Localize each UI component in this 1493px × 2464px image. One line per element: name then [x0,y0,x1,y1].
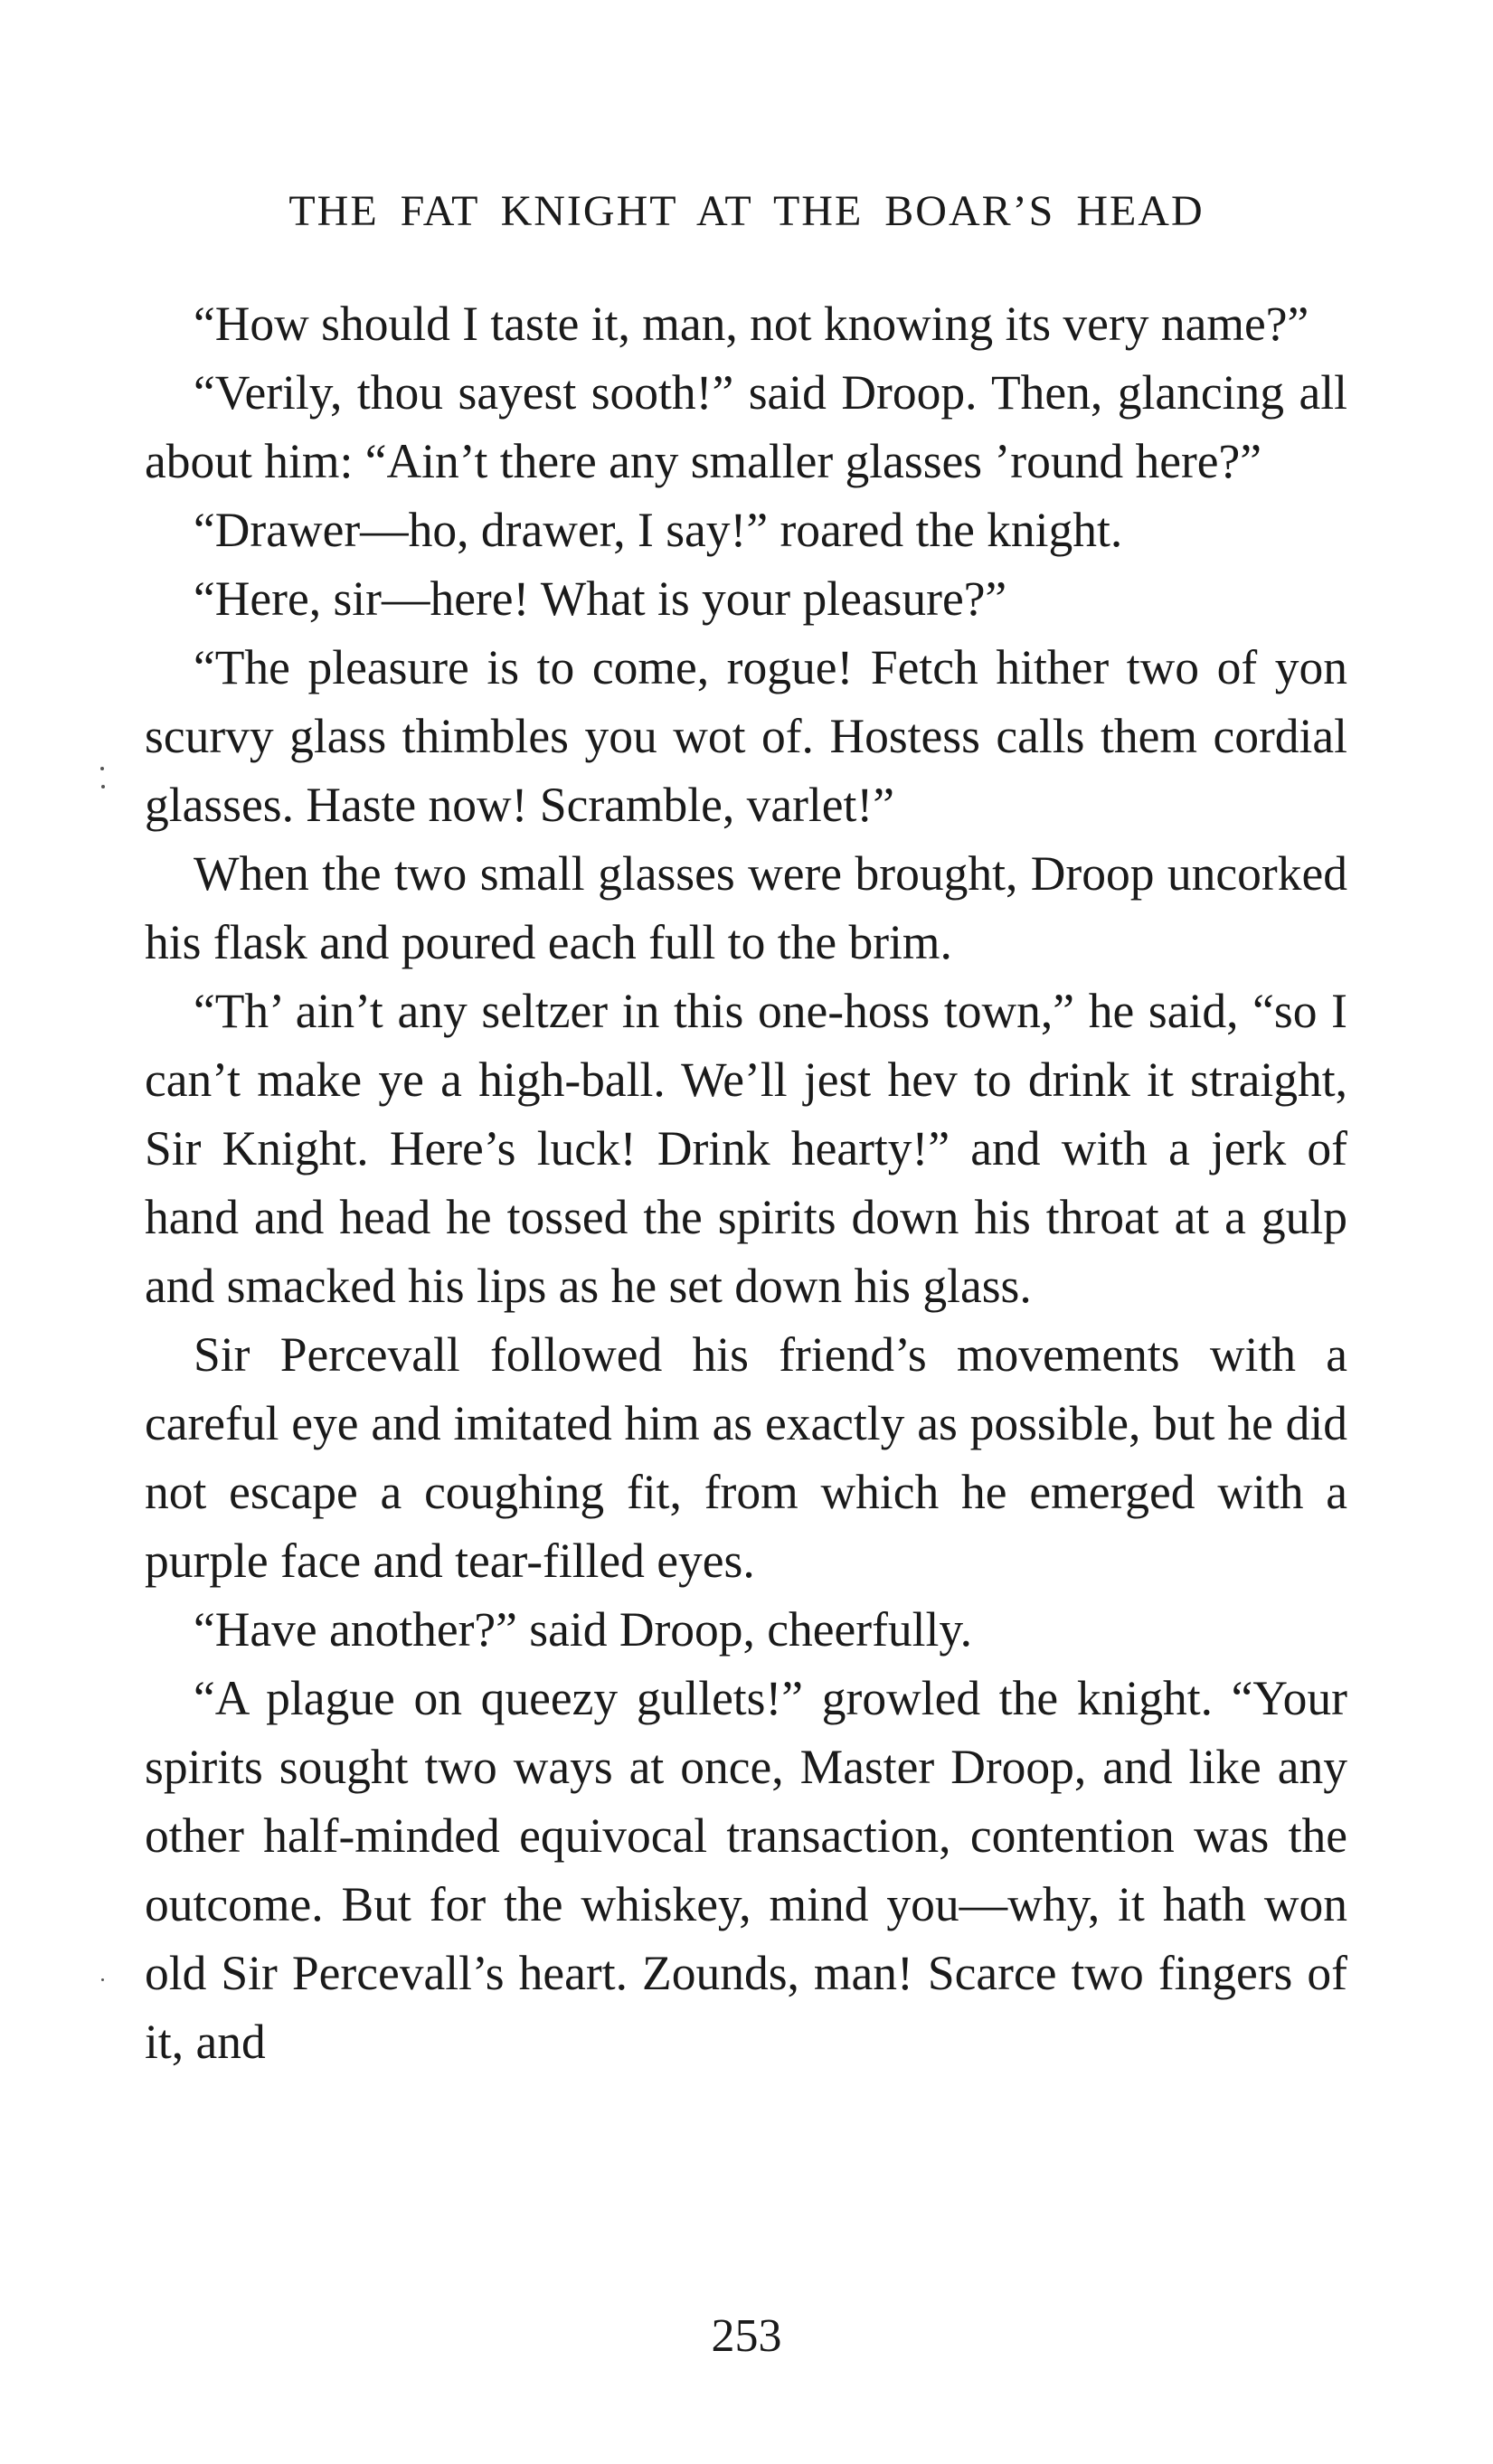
paragraph: “How should I taste it, man, not knowing its very name?” [194,297,1309,351]
paragraph: “Have another?” said Droop, cheerfully. [194,1602,973,1657]
paragraph: When the two small glasses were brought, Droop uncorked his flask and poured each full to the brim. [145,846,1347,969]
paragraph: “Verily, thou sayest sooth!” said Droop. Then, glancing all about him: “Ain’t there any smaller glasses ’round here?” [145,365,1347,488]
margin-speck [101,1978,104,1981]
margin-speck [101,785,105,788]
paragraph: “Here, sir—here! What is your pleasure?” [194,571,1007,626]
paragraph: “A plague on queezy gullets!” growled the knight. “Your spirits sought two ways at once, Master Droop, and like any other half-minded equivocal transaction, contention was the outcome. But for the whiskey, mind you—why, it hath won old Sir Percevall’s heart. Zounds, man! Scarce two fingers of it, and [145,1671,1347,2069]
margin-speck [100,767,104,770]
paragraph: “Th’ ain’t any seltzer in this one-hoss town,” he said, “so I can’t make ye a high-ball. We’ll jest hev to drink it straight, Sir Knight. Here’s luck! Drink hearty!” and with a jerk of hand and head he tossed the spirits down his throat at a gulp and smacked his lips as he set down his glass. [145,984,1347,1313]
page-number: 253 [711,2310,782,2362]
running-head: THE FAT KNIGHT AT THE BOAR’S HEAD [288,187,1205,235]
paragraph: “The pleasure is to come, rogue! Fetch hither two of yon scurvy glass thimbles you wot of. Hostess calls them cordial glasses. Haste now! Scramble, varlet!” [145,640,1347,832]
paragraph: “Drawer—ho, drawer, I say!” roared the knight. [194,503,1123,557]
body-text [145,289,1347,2076]
paragraph: Sir Percevall followed his friend’s movements with a careful eye and imitated him as exactly as possible, but he did not escape a coughing fit, from which he emerged with a purple face and tear-filled eyes. [145,1327,1347,1588]
